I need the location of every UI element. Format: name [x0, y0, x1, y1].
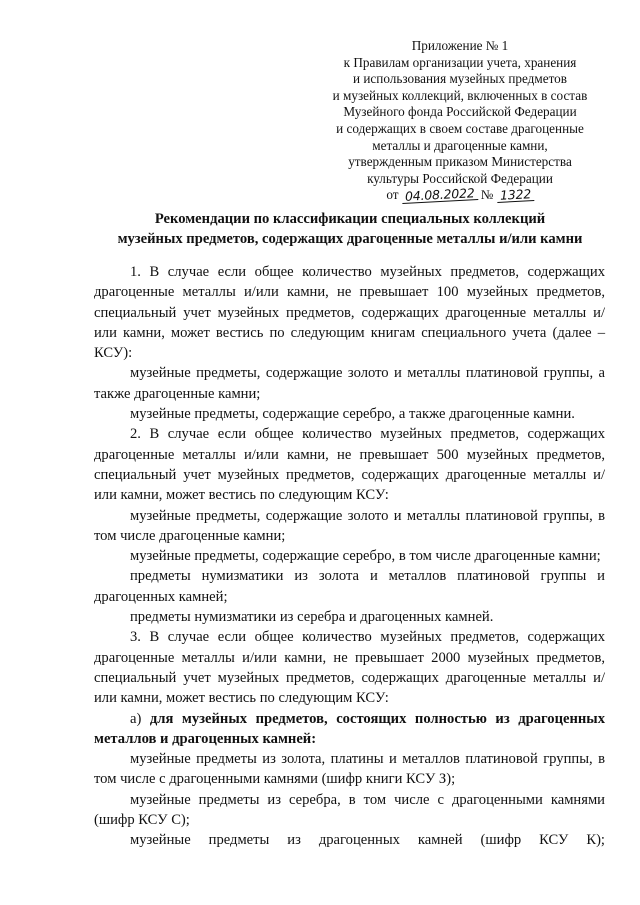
paragraph-3a-item: музейные предметы из золота, платины и металлов платиновой группы, в том числе с драгоценными камнями (шифр книги КСУ З); [94, 751, 605, 788]
paragraph-3a-item: музейные предметы из драгоценных камней (шифр КСУ К); [130, 832, 605, 849]
appendix-line: к Правилам организации учета, хранения [343, 54, 577, 70]
paragraph-1: 1. В случае если общее количество музейных предметов, содержащих драгоценные металлы и/или камни, не превышает 100 музейных предметов, специальный учет музейных предметов, содержащих драгоценные металлы и/или камни, может вестись по следующим книгам специального учета (далее – КСУ): [94, 264, 605, 362]
document-body [94, 262, 605, 851]
paragraph-2-item: музейные предметы, содержащие серебро, в том числе драгоценные камни; [130, 548, 601, 565]
appendix-line: и содержащих в своем составе драгоценные [336, 120, 584, 136]
date-prefix: от [386, 187, 399, 203]
appendix-line: Музейного фонда Российской Федерации [343, 104, 577, 120]
appendix-header [330, 38, 590, 204]
document-title [90, 209, 610, 249]
item-heading-bold: для музейных предметов, состоящих полностью из драгоценных металлов и драгоценных камней: [94, 710, 605, 747]
order-date-handwritten: 04.08.2022 [402, 186, 478, 204]
paragraph-2-item: предметы нумизматики из серебра и драгоценных камней. [130, 609, 494, 626]
paragraph-3: 3. В случае если общее количество музейных предметов, содержащих драгоценные металлы и/или камни, не превышает 2000 музейных предметов, специальный учет музейных предметов, содержащих драгоценные металлы и/или камни, может вестись по следующим КСУ: [94, 629, 605, 707]
appendix-line: и музейных коллекций, включенных в состав [332, 87, 588, 103]
item-letter: а) [130, 710, 142, 727]
title-line-2: музейных предметов, содержащих драгоценные металлы и/или камни [117, 231, 583, 247]
paragraph-2: 2. В случае если общее количество музейных предметов, содержащих драгоценные металлы и/или камни, не превышает 500 музейных предметов, специальный учет музейных предметов, содержащих драгоценные металлы и/или камни, может вестись по следующим КСУ: [94, 426, 605, 504]
appendix-number: Приложение № 1 [411, 38, 509, 53]
title-line-1: Рекомендации по классификации специальных коллекций [154, 211, 546, 227]
appendix-line: и использования музейных предметов [353, 71, 567, 87]
appendix-line: металлы и драгоценные камни, [372, 137, 548, 153]
paragraph-1-item: музейные предметы, содержащие серебро, а также драгоценные камни. [130, 406, 575, 423]
order-date-line [330, 187, 590, 204]
number-label: № [480, 187, 494, 203]
appendix-line: культуры Российской Федерации [367, 170, 553, 186]
order-number-handwritten: 1322 [496, 187, 534, 203]
paragraph-2-item: музейные предметы, содержащие золото и металлы платиновой группы, в том числе драгоценные камни; [94, 507, 605, 544]
paragraph-2-item: предметы нумизматики из золота и металлов платиновой группы и драгоценных камней; [94, 568, 605, 605]
paragraph-3a [94, 709, 605, 750]
paragraph-1-item: музейные предметы, содержащие золото и металлы платиновой группы, а также драгоценные камни; [94, 365, 605, 402]
appendix-line: утвержденным приказом Министерства [348, 154, 572, 170]
paragraph-3a-item: музейные предметы из серебра, в том числе с драгоценными камнями (шифр КСУ С); [94, 791, 605, 829]
